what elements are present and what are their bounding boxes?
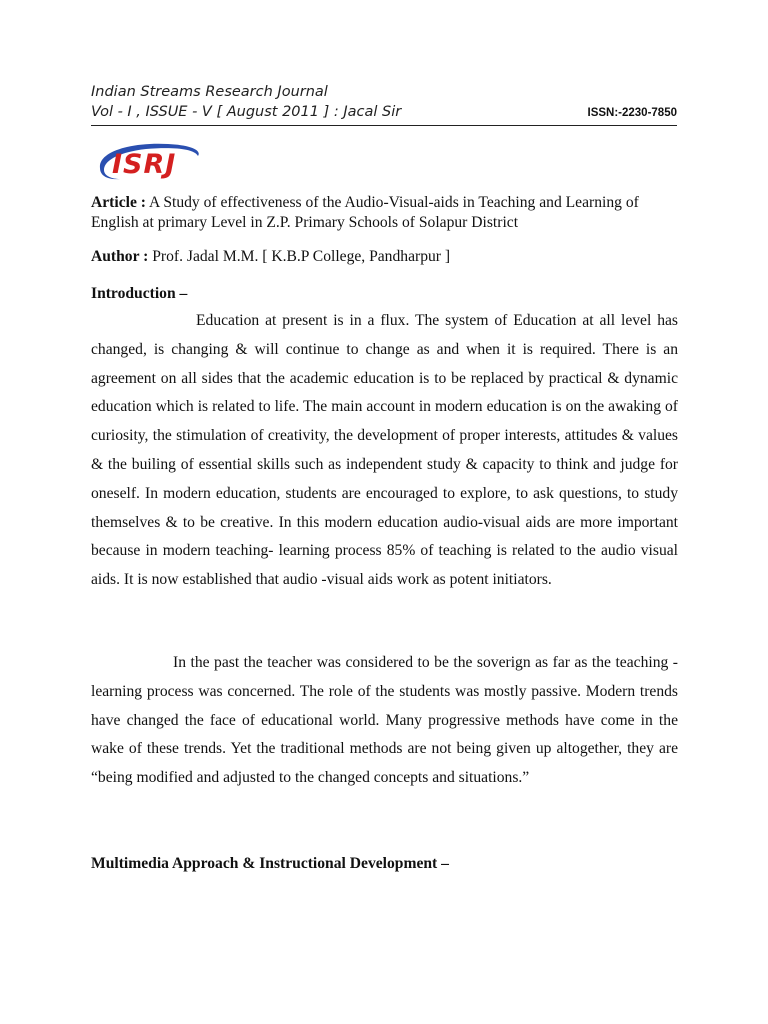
logo-text: ISRJ bbox=[112, 149, 177, 180]
issue-line: Vol - I , ISSUE - V [ August 2011 ] : Jacal Sir bbox=[91, 104, 402, 120]
isrj-logo bbox=[90, 138, 210, 182]
article-line bbox=[91, 193, 678, 233]
article-title: A Study of effectiveness of the Audio-Visual-aids in Teaching and Learning of English at primary Level in Z.P. Primary Schools of Solapur District bbox=[91, 194, 639, 231]
issn: ISSN:-2230-7850 bbox=[587, 107, 677, 119]
intro-paragraph-2: In the past the teacher was considered to be the soverign as far as the teaching -learning process was concerned. The role of the students was mostly passive. Modern trends have changed the face of educational world. Many progressive methods have come in the wake of these trends. Yet the traditional methods are not being given up altogether, they are “being modified and adjusted to the changed concepts and situations.” bbox=[91, 654, 678, 787]
author-name: Prof. Jadal M.M. [ K.B.P College, Pandharpur ] bbox=[152, 248, 451, 265]
journal-name: Indian Streams Research Journal bbox=[91, 84, 328, 100]
multimedia-heading: Multimedia Approach & Instructional Development – bbox=[91, 855, 449, 872]
author-label: Author : bbox=[91, 248, 149, 265]
article-label: Article : bbox=[91, 194, 146, 211]
intro-paragraph-1: Education at present is in a flux. The system of Education at all level has changed, is changing & will continue to change as and when it is required. There is an agreement on all sides that the academic education is to be replaced by practical & dynamic education which is related to life. The main account in modern education is on the awaking of curiosity, the stimulation of creativity, the development of proper interests, attitudes & values & the builing of essential skills such as independent study & capacity to think and judge for oneself. In modern education, students are encouraged to explore, to ask questions, to study themselves & to be creative. In this modern education audio-visual aids are more important because in modern teaching- learning process 85% of teaching is related to the audio visual aids. It is now established that audio -visual aids work as potent initiators. bbox=[91, 312, 678, 589]
author-line bbox=[91, 247, 678, 267]
introduction-heading: Introduction – bbox=[91, 285, 188, 302]
header-rule bbox=[91, 125, 677, 126]
